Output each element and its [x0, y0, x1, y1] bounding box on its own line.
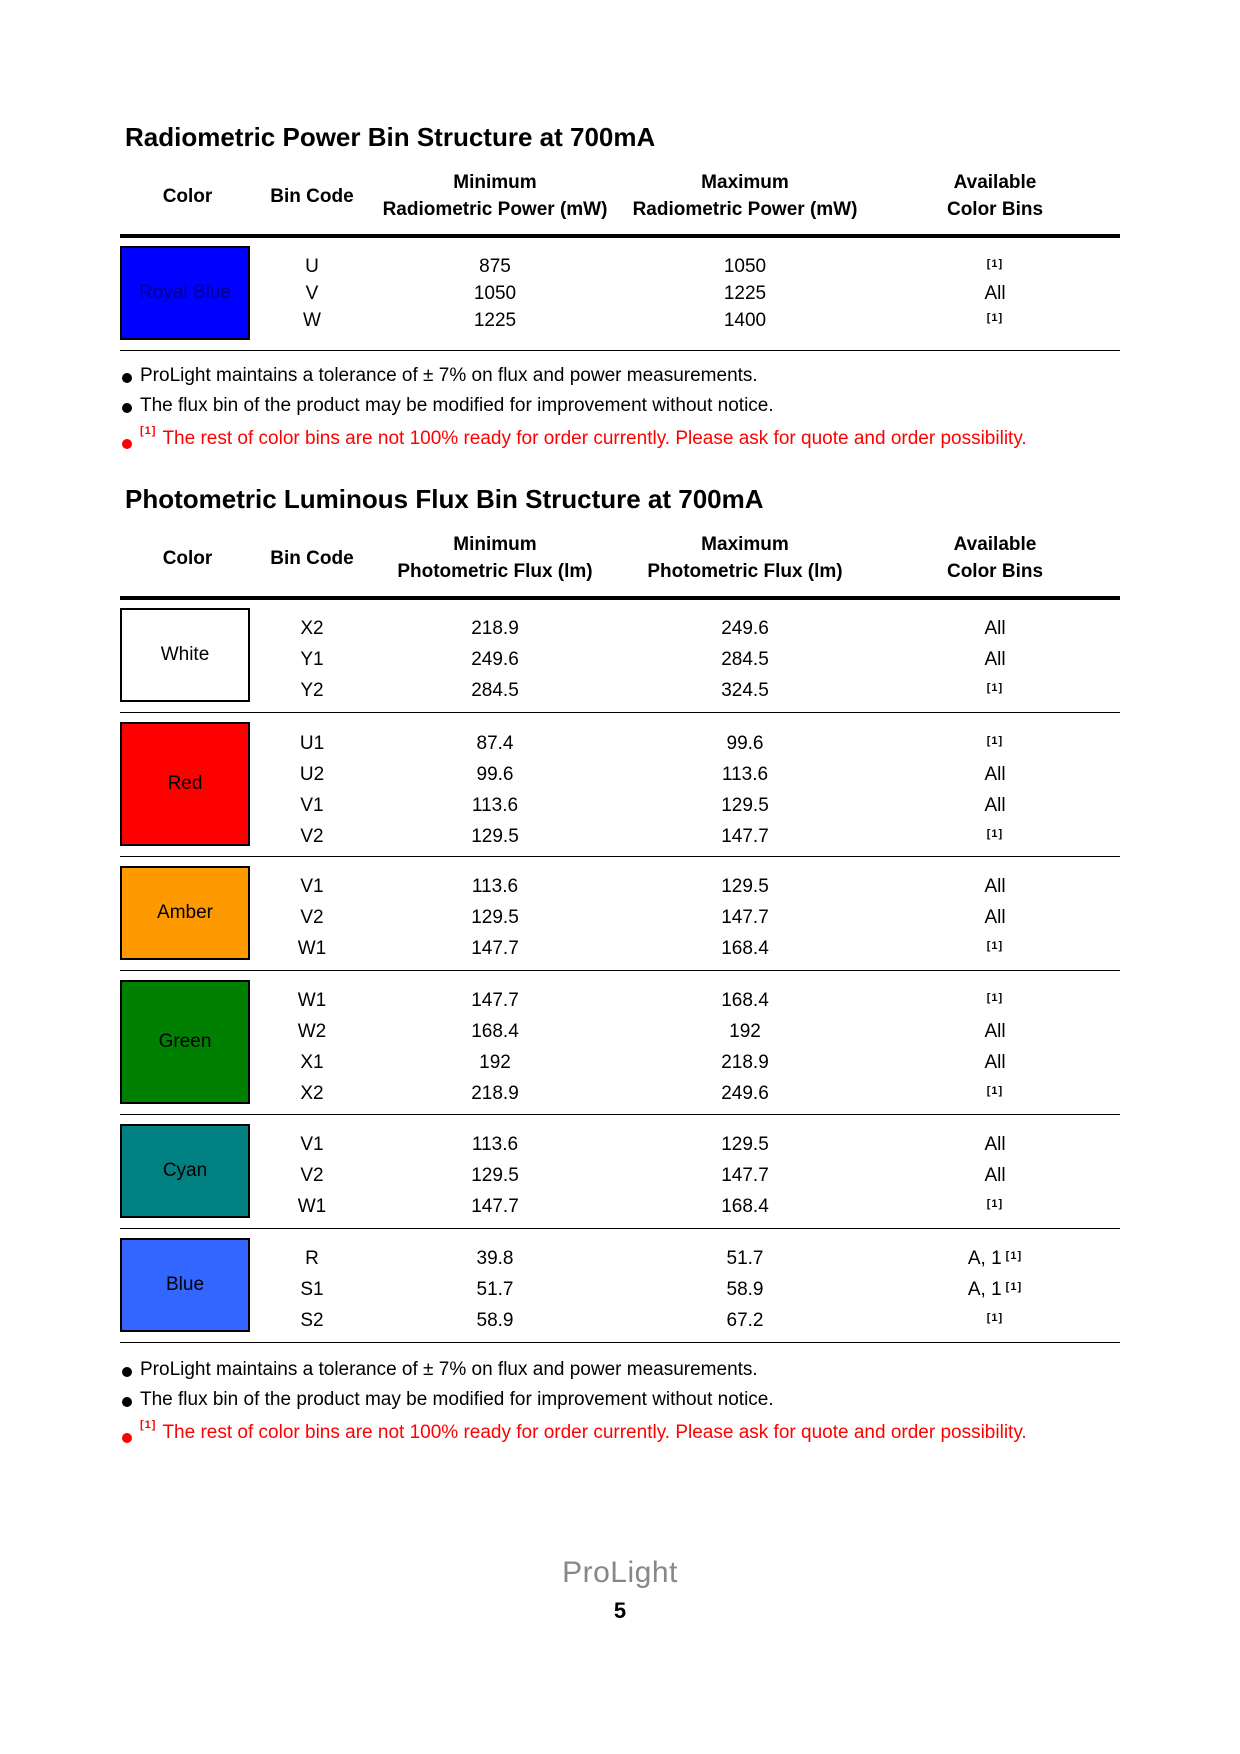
pho-note-modified-text: The flux bin of the product may be modified for improvement without notice. — [140, 1389, 774, 1410]
pho-row-available-bins — [915, 649, 1075, 671]
pho-row-available-text: All — [984, 764, 1006, 785]
rad-row-min-value: 1225 — [473, 310, 517, 331]
rad-row-bin-code: V — [305, 283, 319, 304]
pho-row-available-text: All — [984, 618, 1006, 639]
rad-note-modified-text: The flux bin of the product may be modified for improvement without notice. — [140, 395, 774, 416]
pho-row-available-bins — [915, 1052, 1075, 1074]
pho-row-max-value: 51.7 — [726, 1248, 764, 1269]
footnote-mark: [1] — [986, 1085, 1004, 1097]
pho-row-bin-code: X2 — [300, 618, 324, 639]
pho-header-available — [895, 531, 1095, 585]
rad-note-tolerance — [122, 365, 758, 387]
footnote-mark: [1] — [1005, 1250, 1023, 1262]
rad-header-min-l1: Minimum — [453, 172, 537, 193]
pho-row-max-value: 129.5 — [721, 795, 769, 816]
pho-row-bin-code: V1 — [300, 876, 324, 897]
pho-row-available-bins — [915, 1165, 1075, 1187]
footnote-mark: [1] — [986, 735, 1004, 747]
pho-header-max-l2: Photometric Flux (lm) — [647, 561, 843, 582]
bullet-icon — [122, 1367, 132, 1377]
pho-row-max-value: 168.4 — [721, 1196, 769, 1217]
pho-note-modified — [122, 1389, 774, 1411]
rad-header-min-l2: Radiometric Power (mW) — [382, 199, 608, 220]
footnote-mark: [1] — [986, 1198, 1004, 1210]
pho-row-min-value: 192 — [479, 1052, 511, 1073]
pho-row-bin-code: S2 — [300, 1310, 324, 1331]
rad-row-available-bins — [915, 256, 1075, 278]
rad-row-min-value: 1050 — [473, 283, 517, 304]
pho-row-available-bins — [915, 1083, 1075, 1105]
pho-row-max-value: 147.7 — [721, 826, 769, 847]
swatch-label: Red — [167, 773, 203, 794]
rad-header-color: Color — [162, 186, 213, 207]
rad-row-max-value: 1225 — [723, 283, 767, 304]
pho-row-available-bins — [915, 826, 1075, 848]
group-separator — [120, 1228, 1120, 1229]
pho-row-available-bins — [915, 1134, 1075, 1156]
pho-row-max-value: 249.6 — [721, 618, 769, 639]
pho-header-rule — [120, 596, 1120, 600]
rad-row-min-value: 875 — [479, 256, 511, 277]
radiometric-title: Radiometric Power Bin Structure at 700mA — [125, 122, 656, 152]
bullet-icon — [122, 1433, 132, 1443]
pho-row-max-value: 168.4 — [721, 938, 769, 959]
pho-row-available-bins — [915, 764, 1075, 786]
pho-note-tolerance — [122, 1359, 758, 1381]
pho-row-max-value: 129.5 — [721, 876, 769, 897]
group-separator — [120, 1114, 1120, 1115]
pho-row-available-text: All — [984, 795, 1006, 816]
pho-row-available-bins — [915, 938, 1075, 960]
pho-header-max — [620, 531, 870, 585]
pho-row-min-value: 129.5 — [471, 1165, 519, 1186]
footnote-mark: [1] — [986, 828, 1004, 840]
swatch-label: Blue — [165, 1274, 205, 1295]
pho-row-bin-code: U1 — [299, 733, 325, 754]
rad-row-available-text: All — [984, 283, 1006, 304]
rad-header-max-l1: Maximum — [701, 172, 789, 193]
rad-header-max-l2: Radiometric Power (mW) — [632, 199, 858, 220]
pho-row-bin-code: V2 — [300, 907, 324, 928]
swatch-blue — [120, 1238, 250, 1332]
pho-row-max-value: 147.7 — [721, 907, 769, 928]
footnote-mark: [1] — [140, 1419, 157, 1431]
pho-row-max-value: 99.6 — [726, 733, 764, 754]
photometric-title: Photometric Luminous Flux Bin Structure at 700mA — [125, 484, 764, 514]
pho-row-bin-code: W1 — [297, 990, 327, 1011]
pho-row-min-value: 113.6 — [471, 1134, 519, 1155]
footnote-mark: [1] — [986, 682, 1004, 694]
pho-header-avail-l2: Color Bins — [946, 561, 1044, 582]
pho-row-min-value: 249.6 — [471, 649, 519, 670]
pho-row-bin-code: Y1 — [300, 649, 324, 670]
pho-row-max-value: 168.4 — [721, 990, 769, 1011]
pho-row-available-text: All — [984, 876, 1006, 897]
pho-row-available-bins — [915, 733, 1075, 755]
pho-row-available-text: All — [984, 1052, 1006, 1073]
pho-row-available-text: All — [984, 1134, 1006, 1155]
swatch-white — [120, 608, 250, 702]
rad-swatch-label: Royal Blue — [139, 282, 231, 303]
pho-row-min-value: 99.6 — [476, 764, 514, 785]
pho-row-min-value: 87.4 — [476, 733, 514, 754]
footnote-mark: [1] — [1005, 1281, 1023, 1293]
pho-row-bin-code: V1 — [300, 1134, 324, 1155]
rad-row-max-value: 1050 — [723, 256, 767, 277]
pho-header-min-l1: Minimum — [453, 534, 537, 555]
pho-row-max-value: 249.6 — [721, 1083, 769, 1104]
pho-note-availability — [122, 1419, 1027, 1444]
swatch-label: Amber — [157, 902, 213, 923]
group-separator — [120, 1342, 1120, 1343]
pho-note-availability-text: The rest of color bins are not 100% ready for order currently. Please ask for quote and order possibility. — [162, 1422, 1027, 1443]
group-separator — [120, 856, 1120, 857]
pho-row-bin-code: X2 — [300, 1083, 324, 1104]
bullet-icon — [122, 439, 132, 449]
pho-row-bin-code: U2 — [299, 764, 325, 785]
pho-row-max-value: 284.5 — [721, 649, 769, 670]
rad-note-modified — [122, 395, 774, 417]
pho-row-available-text: A, 1 — [967, 1279, 1002, 1300]
pho-row-min-value: 147.7 — [471, 938, 519, 959]
pho-row-available-bins — [915, 1248, 1075, 1270]
pho-row-min-value: 58.9 — [476, 1310, 514, 1331]
rad-header-bin-code: Bin Code — [270, 186, 354, 207]
pho-row-max-value: 129.5 — [721, 1134, 769, 1155]
swatch-amber — [120, 866, 250, 960]
footnote-mark: [1] — [140, 425, 157, 437]
bullet-icon — [122, 373, 132, 383]
page-number: 5 — [613, 1598, 627, 1623]
pho-header-min — [370, 531, 620, 585]
swatch-red — [120, 722, 250, 846]
rad-row-available-bins — [915, 283, 1075, 305]
pho-row-available-text: All — [984, 907, 1006, 928]
pho-row-available-bins — [915, 876, 1075, 898]
group-separator — [120, 970, 1120, 971]
footnote-mark: [1] — [986, 1312, 1004, 1324]
pho-row-bin-code: V1 — [300, 795, 324, 816]
pho-row-bin-code: W1 — [297, 1196, 327, 1217]
pho-row-available-bins — [915, 1279, 1075, 1301]
pho-row-min-value: 168.4 — [471, 1021, 519, 1042]
pho-header-max-l1: Maximum — [701, 534, 789, 555]
rad-row-available-bins — [915, 310, 1075, 332]
pho-row-min-value: 147.7 — [471, 1196, 519, 1217]
rad-header-available — [895, 169, 1095, 223]
swatch-label: White — [160, 644, 210, 665]
pho-row-max-value: 218.9 — [721, 1052, 769, 1073]
rad-row-max-value: 1400 — [723, 310, 767, 331]
pho-row-bin-code: Y2 — [300, 680, 324, 701]
footnote-mark: [1] — [986, 992, 1004, 1004]
pho-row-bin-code: V2 — [300, 826, 324, 847]
pho-row-max-value: 113.6 — [721, 764, 769, 785]
pho-row-available-text: All — [984, 1165, 1006, 1186]
rad-header-min — [370, 169, 620, 223]
pho-row-available-bins — [915, 990, 1075, 1012]
pho-row-available-text: All — [984, 649, 1006, 670]
footnote-mark: [1] — [986, 312, 1004, 324]
pho-row-min-value: 218.9 — [471, 1083, 519, 1104]
rad-header-avail-l2: Color Bins — [946, 199, 1044, 220]
pho-row-available-bins — [915, 907, 1075, 929]
rad-note-tolerance-text: ProLight maintains a tolerance of ± 7% on flux and power measurements. — [140, 365, 758, 386]
pho-row-min-value: 129.5 — [471, 826, 519, 847]
pho-row-bin-code: X1 — [300, 1052, 324, 1073]
pho-header-min-l2: Photometric Flux (lm) — [397, 561, 593, 582]
pho-row-min-value: 51.7 — [476, 1279, 514, 1300]
pho-row-available-bins — [915, 795, 1075, 817]
rad-swatch-royal-blue — [120, 246, 250, 340]
pho-row-min-value: 113.6 — [471, 795, 519, 816]
pho-row-bin-code: W1 — [297, 938, 327, 959]
pho-row-available-bins — [915, 1021, 1075, 1043]
swatch-green — [120, 980, 250, 1104]
pho-row-min-value: 129.5 — [471, 907, 519, 928]
rad-header-avail-l1: Available — [953, 172, 1037, 193]
swatch-label: Cyan — [162, 1160, 208, 1181]
bullet-icon — [122, 403, 132, 413]
pho-header-color: Color — [162, 548, 213, 569]
pho-row-available-text: All — [984, 1021, 1006, 1042]
pho-row-min-value: 218.9 — [471, 618, 519, 639]
pho-row-max-value: 67.2 — [726, 1310, 764, 1331]
pho-row-bin-code: V2 — [300, 1165, 324, 1186]
pho-row-max-value: 192 — [729, 1021, 761, 1042]
swatch-label: Green — [158, 1031, 212, 1052]
footnote-mark: [1] — [986, 258, 1004, 270]
pho-row-available-bins — [915, 618, 1075, 640]
pho-row-min-value: 113.6 — [471, 876, 519, 897]
pho-row-max-value: 324.5 — [721, 680, 769, 701]
prolight-logo: ProLight — [562, 1556, 678, 1589]
pho-row-bin-code: R — [305, 1248, 319, 1269]
pho-header-avail-l1: Available — [953, 534, 1037, 555]
pho-row-min-value: 39.8 — [476, 1248, 514, 1269]
pho-row-bin-code: W2 — [297, 1021, 327, 1042]
rad-bottom-rule — [120, 350, 1120, 351]
pho-row-available-text: A, 1 — [967, 1248, 1002, 1269]
footnote-mark: [1] — [986, 940, 1004, 952]
group-separator — [120, 712, 1120, 713]
pho-row-bin-code: S1 — [300, 1279, 324, 1300]
rad-row-bin-code: W — [303, 310, 321, 331]
rad-row-bin-code: U — [305, 256, 319, 277]
rad-note-availability-text: The rest of color bins are not 100% ready for order currently. Please ask for quote and order possibility. — [162, 428, 1027, 449]
rad-note-availability — [122, 425, 1027, 450]
pho-note-tolerance-text: ProLight maintains a tolerance of ± 7% on flux and power measurements. — [140, 1359, 758, 1380]
pho-row-available-bins — [915, 1196, 1075, 1218]
rad-header-max — [620, 169, 870, 223]
pho-row-available-bins — [915, 1310, 1075, 1332]
pho-row-min-value: 284.5 — [471, 680, 519, 701]
pho-row-max-value: 58.9 — [726, 1279, 764, 1300]
bullet-icon — [122, 1397, 132, 1407]
pho-row-min-value: 147.7 — [471, 990, 519, 1011]
pho-header-bin-code: Bin Code — [270, 548, 354, 569]
pho-row-max-value: 147.7 — [721, 1165, 769, 1186]
rad-header-rule — [120, 234, 1120, 238]
swatch-cyan — [120, 1124, 250, 1218]
pho-row-available-bins — [915, 680, 1075, 702]
